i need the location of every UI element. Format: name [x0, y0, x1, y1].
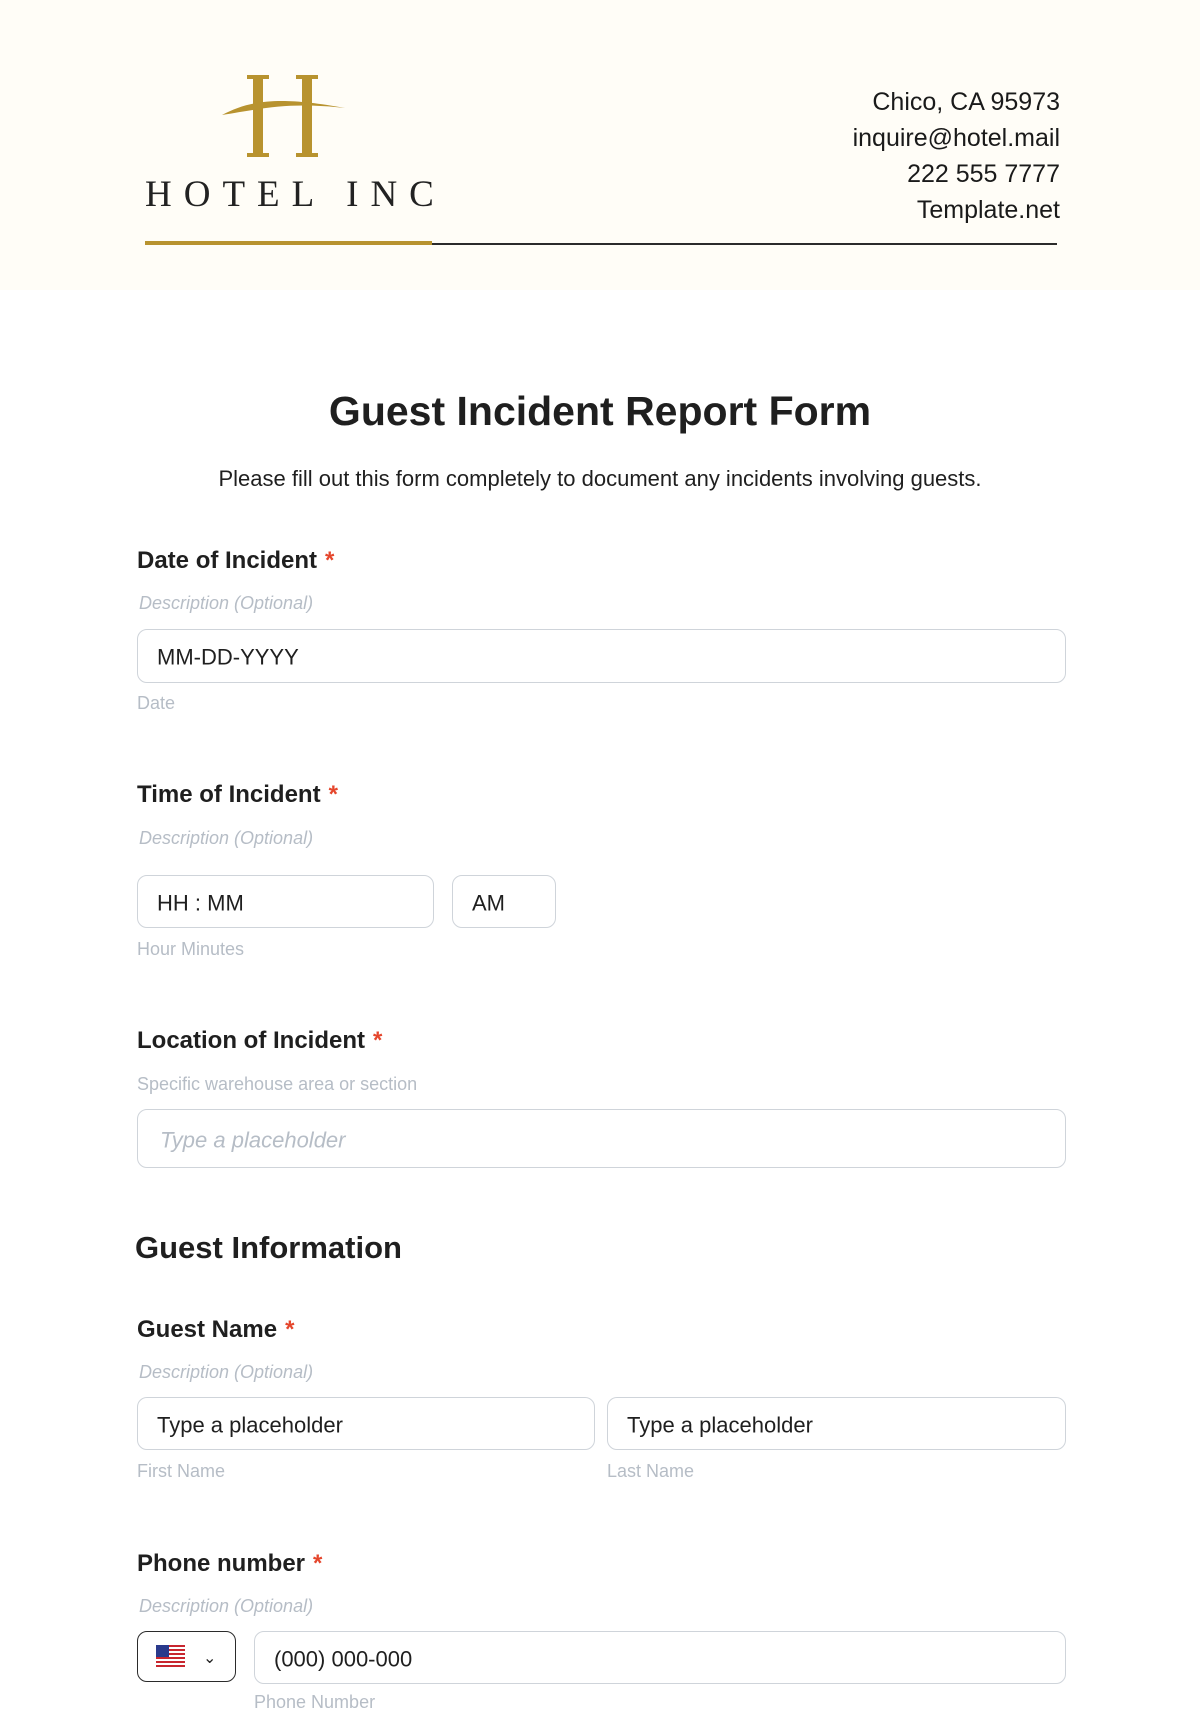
chevron-down-icon: ⌄ [203, 1650, 217, 1667]
date-sublabel: Date [137, 693, 176, 713]
phone-label-text: Phone number [137, 1550, 306, 1577]
date-description: Description (Optional) [139, 593, 314, 613]
ampm-value: AM [472, 889, 505, 915]
form-intro: Please fill out this form completely to document any incidents involving guests. [218, 466, 982, 491]
contact-website: Template.net [916, 196, 1060, 224]
last-name-value: Type a placeholder [627, 1411, 813, 1437]
country-code-select[interactable] [137, 1631, 236, 1682]
required-marker: * [285, 1316, 295, 1343]
location-placeholder: Type a placeholder [160, 1126, 346, 1152]
guest-name-label [137, 1316, 294, 1344]
phone-input-value: (000) 000-000 [274, 1645, 413, 1671]
date-label-text: Date of Incident [137, 547, 318, 574]
date-input-value: MM-DD-YYYY [157, 644, 299, 670]
hotel-h-logo-icon [220, 70, 350, 160]
phone-input[interactable] [254, 1631, 1066, 1684]
ampm-select[interactable] [452, 875, 556, 928]
first-name-input[interactable] [137, 1397, 595, 1450]
letterhead [0, 0, 1200, 290]
time-input-value: HH : MM [157, 889, 244, 915]
location-label-text: Location of Incident [137, 1027, 365, 1054]
time-input[interactable] [137, 875, 434, 928]
brand-name: HOTEL INC [145, 174, 446, 215]
contact-address: Chico, CA 95973 [872, 88, 1060, 116]
last-name-input[interactable] [607, 1397, 1066, 1450]
last-name-sublabel: Last Name [607, 1461, 695, 1481]
contact-block [853, 84, 1060, 228]
header-rule [432, 243, 1057, 245]
header-rule-accent [145, 241, 432, 245]
location-label [137, 1027, 382, 1055]
date-label [137, 547, 334, 575]
location-hint: Specific warehouse area or section [137, 1074, 418, 1094]
time-description: Description (Optional) [139, 828, 314, 848]
hotel-logo [145, 70, 446, 220]
guest-name-label-text: Guest Name [137, 1316, 278, 1343]
location-input[interactable] [137, 1109, 1066, 1168]
required-marker: * [373, 1027, 383, 1054]
contact-email: inquire@hotel.mail [852, 124, 1060, 152]
form-title: Guest Incident Report Form [328, 388, 872, 434]
us-flag-icon [156, 1645, 185, 1667]
date-input[interactable] [137, 629, 1066, 683]
guest-information-heading: Guest Information [135, 1230, 402, 1265]
phone-sublabel: Phone Number [254, 1692, 376, 1712]
first-name-value: Type a placeholder [157, 1411, 343, 1437]
time-sublabel: Hour Minutes [137, 939, 245, 959]
phone-label [137, 1550, 322, 1578]
time-label [137, 781, 338, 809]
guest-name-description: Description (Optional) [139, 1362, 314, 1382]
contact-phone: 222 555 7777 [907, 160, 1060, 188]
phone-description: Description (Optional) [139, 1596, 314, 1616]
required-marker: * [328, 781, 338, 808]
first-name-sublabel: First Name [137, 1461, 226, 1481]
time-label-text: Time of Incident [137, 781, 321, 808]
required-marker: * [313, 1550, 323, 1577]
required-marker: * [325, 547, 335, 574]
